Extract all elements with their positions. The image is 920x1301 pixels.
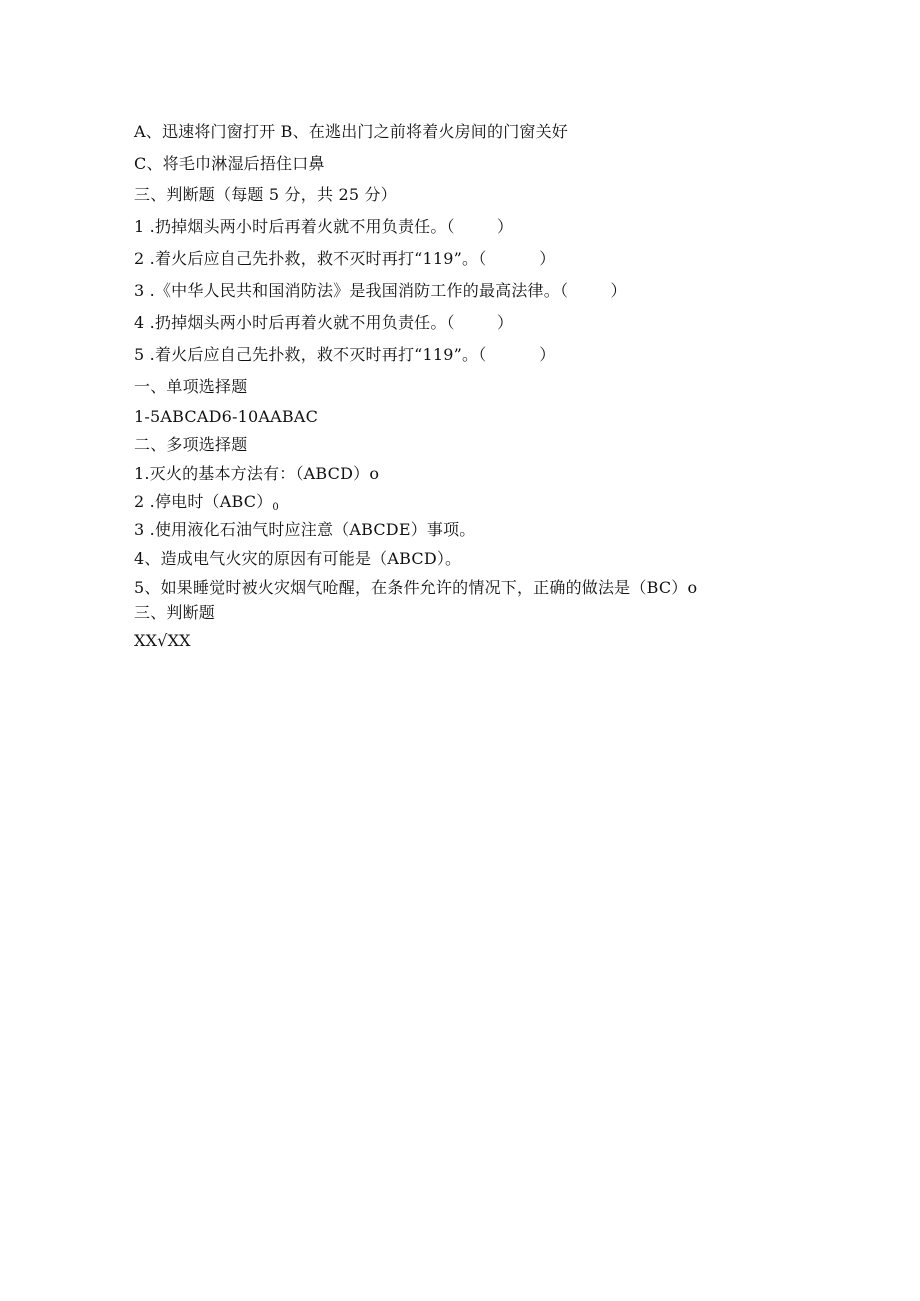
judgment-question-5: 5 .着火后应自己先扑救，救不灭时再打“119”。（ ） (134, 345, 556, 364)
answer-multiple-choice-2-mark: 0 (272, 502, 279, 513)
answer-heading-multiple-choice: 二、多项选择题 (134, 435, 248, 454)
judgment-question-2: 2 .着火后应自己先扑救，救不灭时再打“119”。（ ） (134, 249, 556, 268)
option-c-line: C、将毛巾淋湿后捂住口鼻 (134, 154, 325, 173)
answer-multiple-choice-2 (134, 492, 279, 518)
answer-heading-judgment: 三、判断题 (134, 603, 216, 622)
section-heading-judgment: 三、判断题（每题 5 分，共 25 分） (134, 185, 397, 204)
answer-judgment: XX√XX (134, 631, 191, 650)
answer-multiple-choice-1: 1.灭火的基本方法有：（ABCD）o (134, 464, 380, 483)
answer-single-choice: 1-5ABCAD6-10AABAC (134, 407, 319, 426)
judgment-question-3: 3 .《中华人民共和国消防法》是我国消防工作的最高法律。（ ） (134, 281, 627, 300)
answer-multiple-choice-4: 4、造成电气火灾的原因有可能是（ABCD）。 (134, 549, 462, 568)
answer-multiple-choice-3: 3 .使用液化石油气时应注意（ABCDE）事项。 (134, 520, 476, 539)
judgment-question-1: 1 .扔掉烟头两小时后再着火就不用负责任。（ ） (134, 217, 514, 236)
answer-heading-single-choice: 一、单项选择题 (134, 377, 248, 396)
judgment-question-4: 4 .扔掉烟头两小时后再着火就不用负责任。（ ） (134, 313, 514, 332)
answer-multiple-choice-2-text: 2 .停电时（ABC） (134, 492, 273, 511)
option-a-b-line: A、迅速将门窗打开 B、在逃出门之前将着火房间的门窗关好 (134, 122, 568, 141)
answer-multiple-choice-5: 5、如果睡觉时被火灾烟气呛醒，在条件允许的情况下，正确的做法是（BC）o (134, 578, 698, 597)
